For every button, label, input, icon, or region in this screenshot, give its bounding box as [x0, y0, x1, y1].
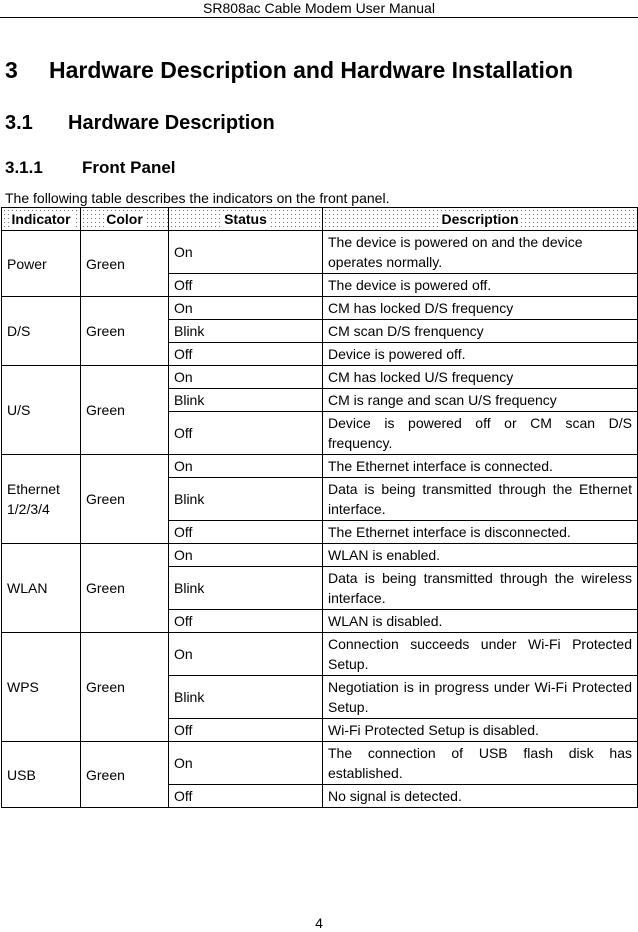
status-cell: Off — [169, 785, 323, 808]
column-header-status: Status — [169, 208, 323, 231]
color-cell: Green — [81, 633, 169, 742]
section-number: 3 — [5, 57, 18, 83]
description-cell: Wi-Fi Protected Setup is disabled. — [323, 719, 638, 742]
section-heading — [5, 57, 573, 84]
column-header-description: Description — [323, 208, 638, 231]
table-row — [2, 297, 638, 320]
description-cell: CM has locked D/S frequency — [323, 297, 638, 320]
status-cell: Off — [169, 521, 323, 544]
subsection-heading — [5, 112, 275, 135]
intro-paragraph: The following table describes the indicators on the front panel. — [5, 190, 390, 206]
description-cell: No signal is detected. — [323, 785, 638, 808]
subsection-title: Hardware Description — [68, 112, 275, 134]
status-cell: On — [169, 455, 323, 478]
description-cell: Data is being transmitted through the Ethernet interface. — [323, 478, 638, 521]
page-number: 4 — [315, 915, 323, 931]
table-row — [2, 544, 638, 567]
subsubsection-title: Front Panel — [82, 158, 176, 177]
color-cell: Green — [81, 366, 169, 455]
indicator-cell: USB — [2, 742, 81, 808]
description-cell: Connection succeeds under Wi-Fi Protected Setup. — [323, 633, 638, 676]
color-cell: Green — [81, 742, 169, 808]
status-cell: Off — [169, 343, 323, 366]
description-cell: Device is powered off. — [323, 343, 638, 366]
table-row — [2, 366, 638, 389]
indicator-cell: WPS — [2, 633, 81, 742]
indicator-cell: U/S — [2, 366, 81, 455]
description-cell: The Ethernet interface is disconnected. — [323, 521, 638, 544]
table-row — [2, 633, 638, 676]
color-cell: Green — [81, 297, 169, 366]
indicator-cell: Ethernet 1/2/3/4 — [2, 455, 81, 544]
table-header-row — [2, 208, 638, 231]
description-cell: CM has locked U/S frequency — [323, 366, 638, 389]
description-cell: Data is being transmitted through the wireless interface. — [323, 567, 638, 610]
table-row — [2, 742, 638, 785]
subsubsection-heading — [5, 158, 176, 178]
subsubsection-number: 3.1.1 — [5, 158, 43, 177]
status-cell: Blink — [169, 676, 323, 719]
description-cell: WLAN is enabled. — [323, 544, 638, 567]
status-cell: Off — [169, 610, 323, 633]
manual-title: SR808ac Cable Modem User Manual — [203, 0, 435, 16]
indicator-cell: D/S — [2, 297, 81, 366]
description-cell: The Ethernet interface is connected. — [323, 455, 638, 478]
column-header-color: Color — [81, 208, 169, 231]
section-title: Hardware Description and Hardware Installation — [49, 57, 574, 83]
status-cell: Off — [169, 412, 323, 455]
column-header-indicator: Indicator — [2, 208, 81, 231]
color-cell: Green — [81, 231, 169, 297]
description-cell: Device is powered off or CM scan D/S frequency. — [323, 412, 638, 455]
description-cell: WLAN is disabled. — [323, 610, 638, 633]
indicator-cell: WLAN — [2, 544, 81, 633]
status-cell: On — [169, 544, 323, 567]
status-cell: Off — [169, 719, 323, 742]
status-cell: Blink — [169, 478, 323, 521]
status-cell: Blink — [169, 389, 323, 412]
status-cell: On — [169, 633, 323, 676]
status-cell: Off — [169, 274, 323, 297]
description-cell: The device is powered off. — [323, 274, 638, 297]
description-cell: CM is range and scan U/S frequency — [323, 389, 638, 412]
description-cell: The connection of USB flash disk has established. — [323, 742, 638, 785]
status-cell: Blink — [169, 567, 323, 610]
indicator-cell: Power — [2, 231, 81, 297]
color-cell: Green — [81, 455, 169, 544]
status-cell: On — [169, 366, 323, 389]
table-row — [2, 231, 638, 274]
status-cell: On — [169, 297, 323, 320]
color-cell: Green — [81, 544, 169, 633]
status-cell: Blink — [169, 320, 323, 343]
running-header — [0, 0, 638, 18]
subsection-number: 3.1 — [5, 112, 33, 134]
table-row — [2, 455, 638, 478]
description-cell: Negotiation is in progress under Wi-Fi Protected Setup. — [323, 676, 638, 719]
status-cell: On — [169, 231, 323, 274]
status-cell: On — [169, 742, 323, 785]
indicator-table — [1, 207, 638, 808]
description-cell: CM scan D/S frenquency — [323, 320, 638, 343]
description-cell: The device is powered on and the device operates normally. — [323, 231, 638, 274]
